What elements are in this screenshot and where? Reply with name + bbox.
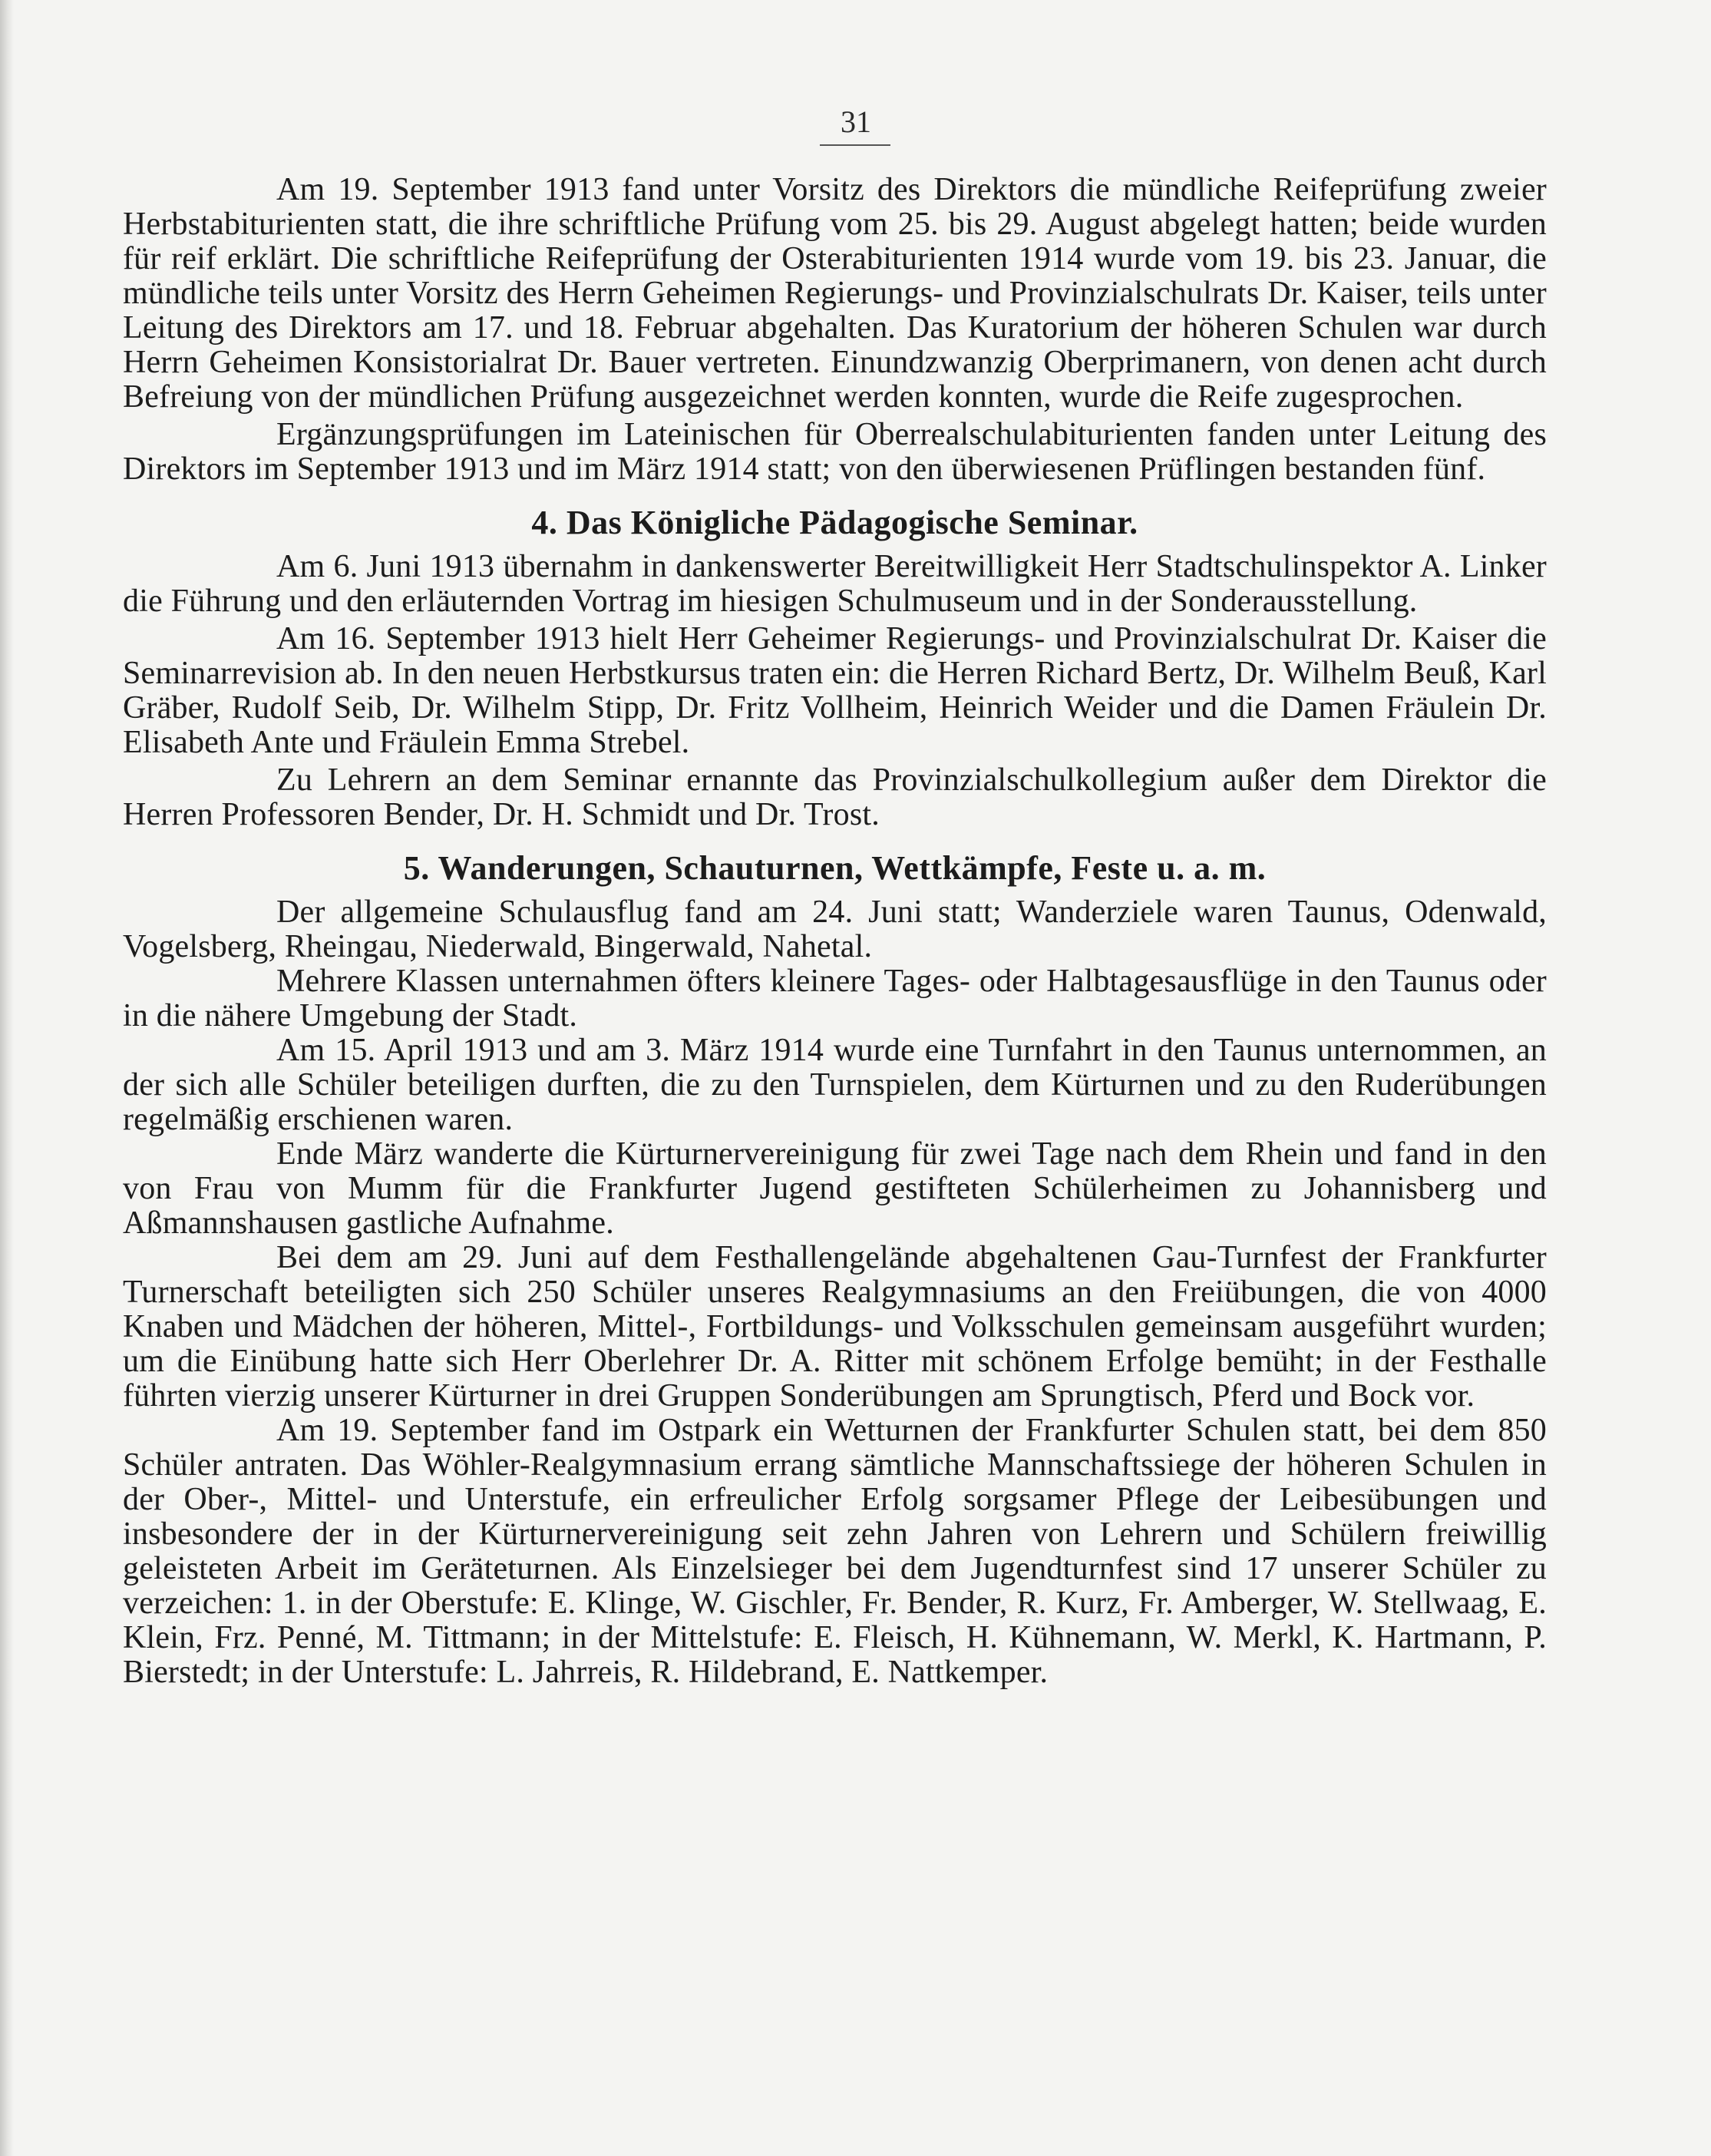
section-heading-wanderungen: 5. Wanderungen, Schauturnen, Wettkämpfe, Feste u. a. m. (403, 849, 1267, 887)
paragraph-schulausflug: Der allgemeine Schulausflug fand am 24. Juni statt; Wanderziele waren Taunus, Odenwald, Vogelsberg, Rheingau, Niederwald, Bingerwald, Nahetal. (123, 894, 1547, 964)
paragraph-reifepruefung: Am 19. September 1913 fand unter Vorsitz des Direktors die mündliche Reifeprüfung zweier Herbstabiturienten statt, die ihre schriftliche Prüfung vom 25. bis 29. August abgelegt hatten; beide wurden für reif erklärt. Die schriftliche Reifeprüfung der Osterabiturienten 1914 wurde vom 19. bis 23. Januar, die mündliche teils unter Vorsitz des Herrn Geheimen Regierungs- und Provinzialschulrats Dr. Kaiser, teils unter Leitung des Direktors am 17. und 18. Februar abgehalten. Das Kuratorium der höheren Schulen war durch Herrn Geheimen Konsistorialrat Dr. Bauer vertreten. Einundzwanzig Oberprimanern, von denen acht durch Befreiung von der mündlichen Prüfung ausgezeichnet werden konnten, wurde die Reife zugesprochen. (123, 172, 1547, 415)
page-number-rule (820, 144, 890, 146)
page-binding-shadow (0, 0, 14, 2156)
paragraph-schulmuseum: Am 6. Juni 1913 übernahm in dankenswerter Bereitwilligkeit Herr Stadtschulinspektor A. Linker die Führung und den erläuternden Vortrag im hiesigen Schulmuseum und in der Sonderausstellung. (123, 549, 1547, 619)
paragraph-kuerturnervereinigung: Ende März wanderte die Kürturnervereinigung für zwei Tage nach dem Rhein und fand in den von Frau von Mumm für die Frankfurter Jugend gestifteten Schülerheimen zu Johannisberg und Aßmannshausen gastliche Aufnahme. (123, 1136, 1547, 1241)
paragraph-klassenausfluege: Mehrere Klassen unternahmen öfters kleinere Tages- oder Halbtagesausflüge in den Taunus oder in die nähere Umgebung der Stadt. (123, 964, 1547, 1033)
paragraph-turnfahrt: Am 15. April 1913 und am 3. März 1914 wurde eine Turnfahrt in den Taunus unternommen, an der sich alle Schüler beteiligen durften, die zu den Turnspielen, dem Kürturnen und zu den Ruderübungen regelmäßig erschienen waren. (123, 1033, 1547, 1137)
page-body (123, 173, 1547, 1690)
paragraph-seminarrevision: Am 16. September 1913 hielt Herr Geheimer Regierungs- und Provinzialschulrat Dr. Kaiser die Seminarrevision ab. In den neuen Herbstkursus traten ein: die Herren Richard Bertz, Dr. Wilhelm Beuß, Karl Gräber, Rudolf Seib, Dr. Wilhelm Stipp, Dr. Fritz Vollheim, Heinrich Weider und die Damen Fräulein Dr. Elisabeth Ante und Fräulein Emma Strebel. (123, 621, 1547, 760)
paragraph-ergaenzungspruefungen: Ergänzungsprüfungen im Lateinischen für Oberrealschulabiturienten fanden unter Leitung des Direktors im September 1913 und im März 1914 statt; von den überwiesenen Prüflingen bestanden fünf. (123, 417, 1547, 487)
paragraph-gau-turnfest: Bei dem am 29. Juni auf dem Festhallengelände abgehaltenen Gau-Turnfest der Frankfurter Turnerschaft beteiligten sich 250 Schüler unseres Realgymnasiums an den Freiübungen, die von 4000 Knaben und Mädchen der höheren, Mittel-, Fortbildungs- und Volksschulen gemeinsam ausgeführt wurden; um die Einübung hatte sich Herr Oberlehrer Dr. A. Ritter mit schönem Erfolge bemüht; in der Festhalle führten vierzig unserer Kürturner in drei Gruppen Sonderübungen am Sprungtisch, Pferd und Bock vor. (123, 1240, 1547, 1414)
section-heading-seminar: 4. Das Königliche Pädagogische Seminar. (531, 504, 1138, 541)
paragraph-wetturnen: Am 19. September fand im Ostpark ein Wetturnen der Frankfurter Schulen statt, bei dem 850 Schüler antraten. Das Wöhler-Realgymnasium errang sämtliche Mannschaftssiege der höheren Schulen in der Ober-, Mittel- und Unterstufe, ein erfreulicher Erfolg sorgsamer Pflege der Leibesübungen und insbesondere der in der Kürturnervereinigung seit zehn Jahren von Lehrern und Schülern freiwillig geleisteten Arbeit im Geräteturnen. Als Einzelsieger bei dem Jugendturnfest sind 17 unserer Schüler zu verzeichen: 1. in der Oberstufe: E. Klinge, W. Gischler, Fr. Bender, R. Kurz, Fr. Amberger, W. Stellwaag, E. Klein, Frz. Penné, M. Tittmann; in der Mittelstufe: E. Fleisch, H. Kühnemann, W. Merkl, K. Hartmann, P. Bierstedt; in der Unterstufe: L. Jahrreis, R. Hildebrand, E. Nattkemper. (123, 1413, 1547, 1690)
paragraph-seminar-lehrer: Zu Lehrern an dem Seminar ernannte das Provinzialschulkollegium außer dem Direktor die Herren Professoren Bender, Dr. H. Schmidt und Dr. Trost. (123, 762, 1547, 832)
page-number: 31 (841, 104, 871, 139)
